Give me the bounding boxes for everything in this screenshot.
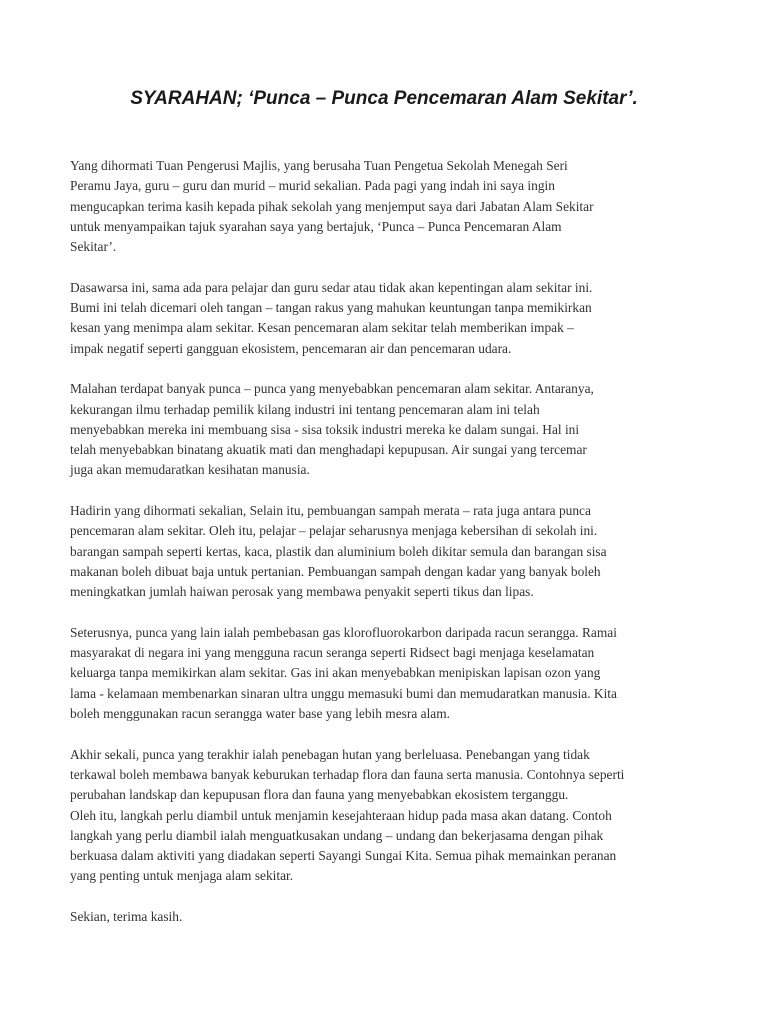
text-line: menyebabkan mereka ini membuang sisa - sisa toksik industri mereka ke dalam sungai. Hal ini <box>70 421 580 437</box>
text-line: untuk menyampaikan tajuk syarahan saya yang bertajuk, ‘Punca – Punca Pencemaran Alam <box>70 218 562 234</box>
text-line: Hadirin yang dihormati sekalian, Selain itu, pembuangan sampah merata – rata juga antara punca <box>70 503 591 519</box>
text-line: masyarakat di negara ini yang mengguna racun seranga seperti Ridsect bagi menjaga keselamatan <box>70 645 595 661</box>
text-line: Oleh itu, langkah perlu diambil untuk menjamin kesejahteraan hidup pada masa akan datang. Contoh <box>70 807 612 823</box>
text-line: Dasawarsa ini, sama ada para pelajar dan guru sedar atau tidak akan kepentingan alam sekitar ini. <box>70 279 593 295</box>
text-line: Sekitar’. <box>70 239 117 255</box>
text-line: impak negatif seperti gangguan ekosistem, pencemaran air dan pencemaran udara. <box>70 340 512 356</box>
text-line: makanan boleh dibuat baja untuk pertanian. Pembuangan sampah dengan kadar yang banyak boleh <box>70 563 601 579</box>
text-line: Peramu Jaya, guru – guru dan murid – murid sekalian. Pada pagi yang indah ini saya ingin <box>70 178 555 194</box>
text-line: kekurangan ilmu terhadap pemilik kilang industri ini tentang pencemaran alam ini telah <box>70 401 540 417</box>
paragraph <box>70 379 710 480</box>
text-line: Bumi ini telah dicemari oleh tangan – tangan rakus yang mahukan keuntungan tanpa memikirkan <box>70 300 592 316</box>
text-line: berkuasa dalam aktiviti yang diadakan seperti Sayangi Sungai Kita. Semua pihak memainkan peranan <box>70 848 617 864</box>
text-line: pencemaran alam sekitar. Oleh itu, pelajar – pelajar seharusnya menjaga kebersihan di sekolah ini. <box>70 523 598 539</box>
paragraph <box>70 907 710 927</box>
paragraph <box>70 806 710 887</box>
text-line: meningkatkan jumlah haiwan perosak yang membawa penyakit seperti tikus dan lipas. <box>70 584 534 600</box>
paragraph <box>70 278 710 359</box>
text-line: Akhir sekali, punca yang terakhir ialah penebagan hutan yang berleluasa. Penebangan yang tidak <box>70 746 590 762</box>
text-line: Malahan terdapat banyak punca – punca yang menyebabkan pencemaran alam sekitar. Antaranya, <box>70 381 594 397</box>
paragraph <box>70 623 710 724</box>
document-title: SYARAHAN; ‘Punca – Punca Pencemaran Alam Sekitar’. <box>130 88 638 109</box>
text-line: barangan sampah seperti kertas, kaca, plastik dan aluminium boleh dikitar semula dan barangan sisa <box>70 543 607 559</box>
text-line: mengucapkan terima kasih kepada pihak sekolah yang menjemput saya dari Jabatan Alam Sekitar <box>70 198 594 214</box>
text-line: Seterusnya, punca yang lain ialah pembebasan gas klorofluorokarbon daripada racun serangga. Ramai <box>70 624 617 640</box>
text-line: boleh menggunakan racun serangga water base yang lebih mesra alam. <box>70 706 450 722</box>
paragraph <box>70 745 710 806</box>
text-line: telah menyebabkan binatang akuatik mati dan menghadapi kepupusan. Air sungai yang tercemar <box>70 442 587 458</box>
text-line: yang penting untuk menjaga alam sekitar. <box>70 868 294 884</box>
text-line: Yang dihormati Tuan Pengerusi Majlis, yang berusaha Tuan Pengetua Sekolah Menegah Seri <box>70 158 568 173</box>
paragraph <box>70 156 710 257</box>
text-line: perubahan landskap dan kepupusan flora dan fauna yang menyebabkan ekosistem terganggu. <box>70 787 569 803</box>
text-line: juga akan memudaratkan kesihatan manusia. <box>70 462 310 478</box>
text-line: langkah yang perlu diambil ialah menguatkusakan undang – undang dan bekerjasama dengan pihak <box>70 827 604 843</box>
document-body <box>70 156 710 948</box>
text-line: kesan yang menimpa alam sekitar. Kesan pencemaran alam sekitar telah memberikan impak – <box>70 320 574 336</box>
paragraph <box>70 501 710 602</box>
text-line: terkawal boleh membawa banyak keburukan terhadap flora dan fauna serta manusia. Contohnya seperti <box>70 766 625 782</box>
text-line: keluarga tanpa memikirkan alam sekitar. Gas ini akan menyebabkan menipiskan lapisan ozon yang <box>70 665 601 681</box>
text-line: Sekian, terima kasih. <box>70 908 183 924</box>
text-line: lama - kelamaan membenarkan sinaran ultra unggu memasuki bumi dan memudaratkan manusia. Kita <box>70 685 617 701</box>
